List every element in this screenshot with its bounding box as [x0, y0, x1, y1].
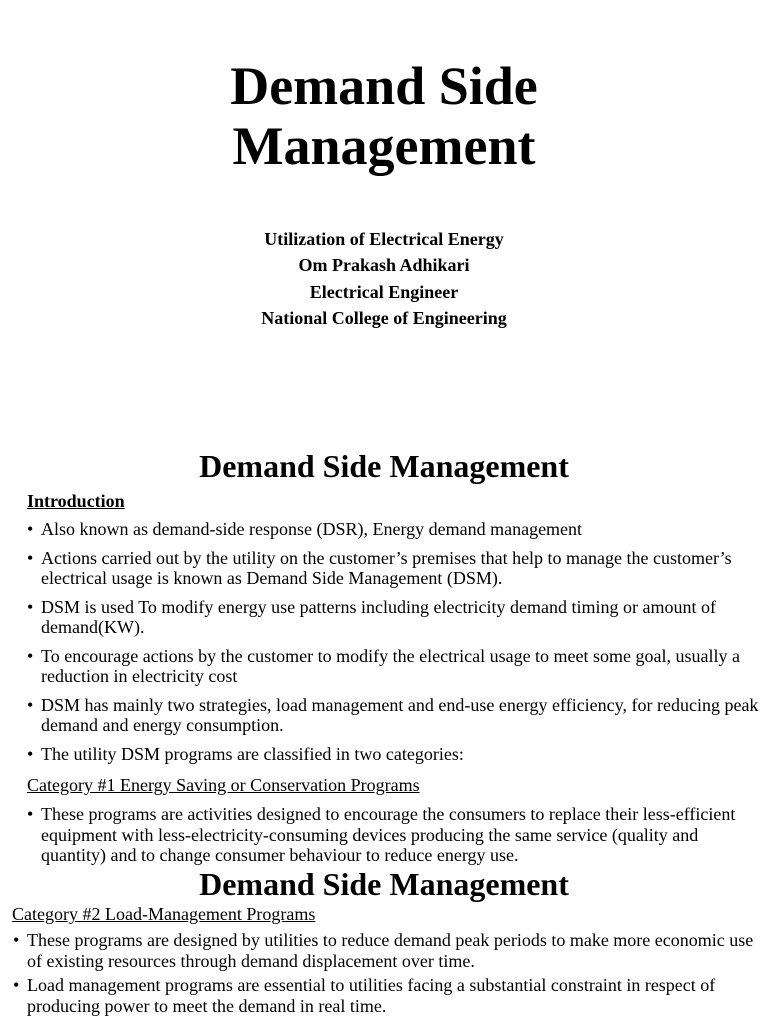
title-slide [0, 0, 768, 440]
load-management-slide [0, 866, 768, 1024]
bullet-glyph: • [27, 743, 34, 764]
author-name: Om Prakash Adhikari [298, 255, 470, 276]
bullet-text: Actions carried out by the utility on the customer’s premises that help to manage the customer’s electrical usage is known as Demand Side Management (DSM). [41, 547, 732, 588]
bullet-text: Also known as demand-side response (DSR), Energy demand management [41, 519, 583, 539]
category-1-label: Category #1 Energy Saving or Conservation Programs [27, 775, 420, 795]
introduction-slide [0, 440, 768, 870]
category-1-bullet-list [27, 804, 741, 866]
intro-bullet-list [27, 519, 768, 764]
bullet-item [27, 804, 741, 866]
bullet-text: The utility DSM programs are classified in two categories: [41, 743, 464, 764]
bullet-text: Load management programs are essential to utilities facing a substantial constraint in respect of producing power to meet the demand in real time. [27, 975, 716, 1016]
category-2-bullet-list [13, 930, 768, 1016]
title-line-2: Management [232, 116, 536, 176]
bullet-glyph: • [27, 645, 34, 666]
bullet-glyph: • [27, 519, 34, 539]
bullet-text: These programs are designed by utilities to reduce demand peak periods to make more economic use of existing resources through demand displacement over time. [27, 930, 754, 971]
bullet-glyph: • [27, 596, 34, 617]
bullet-text: DSM is used To modify energy use patterns including electricity demand timing or amount of demand(KW). [41, 596, 716, 637]
slide-heading: Demand Side Management [199, 866, 569, 902]
bullet-item [27, 743, 768, 765]
bullet-item [27, 519, 768, 540]
presentation-title [0, 56, 768, 176]
bullet-item [27, 596, 768, 638]
bullet-glyph: • [13, 930, 20, 950]
bullet-glyph: • [27, 694, 34, 715]
bullet-text: DSM has mainly two strategies, load management and end-use energy efficiency, for reducing peak demand and energy consumption. [41, 694, 759, 735]
course-name: Utilization of Electrical Energy [264, 229, 504, 249]
bullet-text: These programs are activities designed to encourage the consumers to replace their less-efficient equipment with less-electricity-consuming devices producing the same service (quality and quantity) and to change consumer behaviour to reduce energy use. [41, 804, 736, 865]
author-title: Electrical Engineer [309, 281, 459, 302]
author-info [0, 226, 768, 331]
bullet-item [13, 975, 768, 1016]
institution-name: National College of Engineering [261, 307, 507, 328]
bullet-item [27, 645, 768, 687]
bullet-glyph: • [27, 804, 34, 824]
bullet-item [13, 930, 768, 971]
slide-heading: Demand Side Management [199, 448, 569, 484]
bullet-glyph: • [27, 547, 34, 568]
title-line-1: Demand Side [230, 56, 538, 116]
bullet-glyph: • [13, 975, 20, 995]
bullet-item [27, 547, 768, 589]
bullet-text: To encourage actions by the customer to modify the electrical usage to meet some goal, usually a reduction in electricity cost [41, 645, 741, 686]
section-label-introduction: Introduction [27, 491, 125, 511]
category-2-label: Category #2 Load-Management Programs [12, 904, 316, 924]
bullet-item [27, 694, 768, 736]
